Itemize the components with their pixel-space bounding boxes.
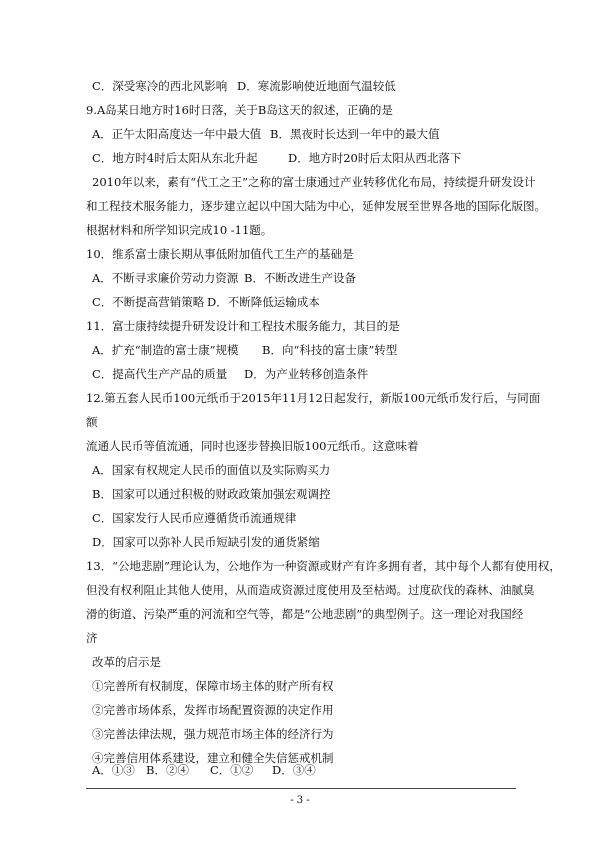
q13-stem-line-5: 改革的启示是 [92, 655, 161, 669]
page-number: - 3 - [290, 795, 310, 806]
q9-option-d: D．地方时20时后太阳从西北落下 [288, 151, 462, 165]
passage-line-1: 2010年以来，素有“代工之王”之称的富士康通过产业转移优化布局，持续提升研发设计 [92, 175, 536, 189]
passage-line-2: 和工程技术服务能力，逐步建立起以中国大陆为中心，延伸发展至世界各地的国际化版图。 [86, 199, 546, 213]
q12-option-c: C．国家发行人民币应遵循货币流通规律 [92, 511, 297, 525]
q12-stem-line-1: 12.第五套人民币100元纸币于2015年11月12日起发行，新版100元纸币发行后，与同面 [86, 391, 541, 405]
q13-item-3: ③完善法律法规，强力规范市场主体的经济行为 [92, 727, 334, 741]
q11-option-a: A．扩充“制造的富士康”规模 [92, 343, 239, 357]
q11-option-c: C．提高代生产产品的质量 [92, 367, 228, 381]
q13-stem-line-1: 13．“公地悲剧”理论认为，公地作为一种资源或财产有许多拥有者，其中每个人都有使用权， [86, 559, 561, 573]
q11-option-d: D．为产业转移创造条件 [244, 367, 369, 381]
q10-option-a: A．不断寻求廉价劳动力资源 [92, 271, 239, 285]
q8-option-d: D．寒流影响使近地面气温较低 [237, 79, 396, 93]
q12-option-b: B．国家可以通过积极的财政政策加强宏观调控 [92, 487, 331, 501]
q10-option-d: D．不断降低运输成本 [207, 295, 320, 309]
q13-option-d: D．③④ [272, 763, 316, 777]
q13-stem-line-3: 滑的街道、污染严重的河流和空气等，都是“公地悲剧”的典型例子。这一理论对我国经 [86, 607, 524, 621]
q13-stem-line-2: 但没有权利阻止其他人使用，从而造成资源过度使用及至枯竭。过度砍伐的森林、油腻臭 [86, 583, 535, 597]
q9-option-a: A．正午太阳高度达一年中最大值 [92, 127, 262, 141]
q11-option-b: B．向“科技的富士康”转型 [262, 343, 398, 357]
q13-item-2: ②完善市场体系，发挥市场配置资源的决定作用 [92, 703, 334, 717]
q12-option-a: A．国家有权规定人民币的面值以及实际购买力 [92, 463, 331, 477]
q9-stem: 9.A岛某日地方时16时日落，关于B岛这天的叙述，正确的是 [86, 103, 393, 117]
footer-divider [86, 788, 516, 789]
q13-stem-line-4: 济 [86, 631, 98, 645]
q13-option-c: C．①② [210, 763, 254, 777]
q9-option-c: C．地方时4时后太阳从东北升起 [92, 151, 258, 165]
q13-item-1: ①完善所有权制度，保障市场主体的财产所有权 [92, 679, 334, 693]
q9-option-b: B．黑夜时长达到一年中的最大值 [270, 127, 440, 141]
q13-option-a: A．①③ [92, 763, 135, 777]
q13-item-4: ④完善信用体系建设，建立和健全失信惩戒机制 [92, 751, 334, 765]
q10-stem: 10．维系富士康长期从事低附加值代工生产的基础是 [86, 247, 354, 261]
q12-stem-line-3: 流通人民币等值流通，同时也逐步替换旧版100元纸币。这意味着 [86, 439, 419, 453]
q10-option-b: B．不断改进生产设备 [244, 271, 356, 285]
q13-option-b: B．②④ [146, 763, 189, 777]
q11-stem: 11．富士康持续提升研发设计和工程技术服务能力，其目的是 [86, 319, 400, 333]
q12-stem-line-2: 额 [86, 415, 98, 429]
q10-option-c: C．不断提高营销策略 [92, 295, 205, 309]
passage-line-3: 根据材料和所学知识完成10 -11题。 [86, 223, 273, 237]
q8-option-c: C．深受寒冷的西北风影响 [92, 79, 228, 93]
q12-option-d: D．国家可以弥补人民币短缺引发的通货紧缩 [92, 535, 320, 549]
